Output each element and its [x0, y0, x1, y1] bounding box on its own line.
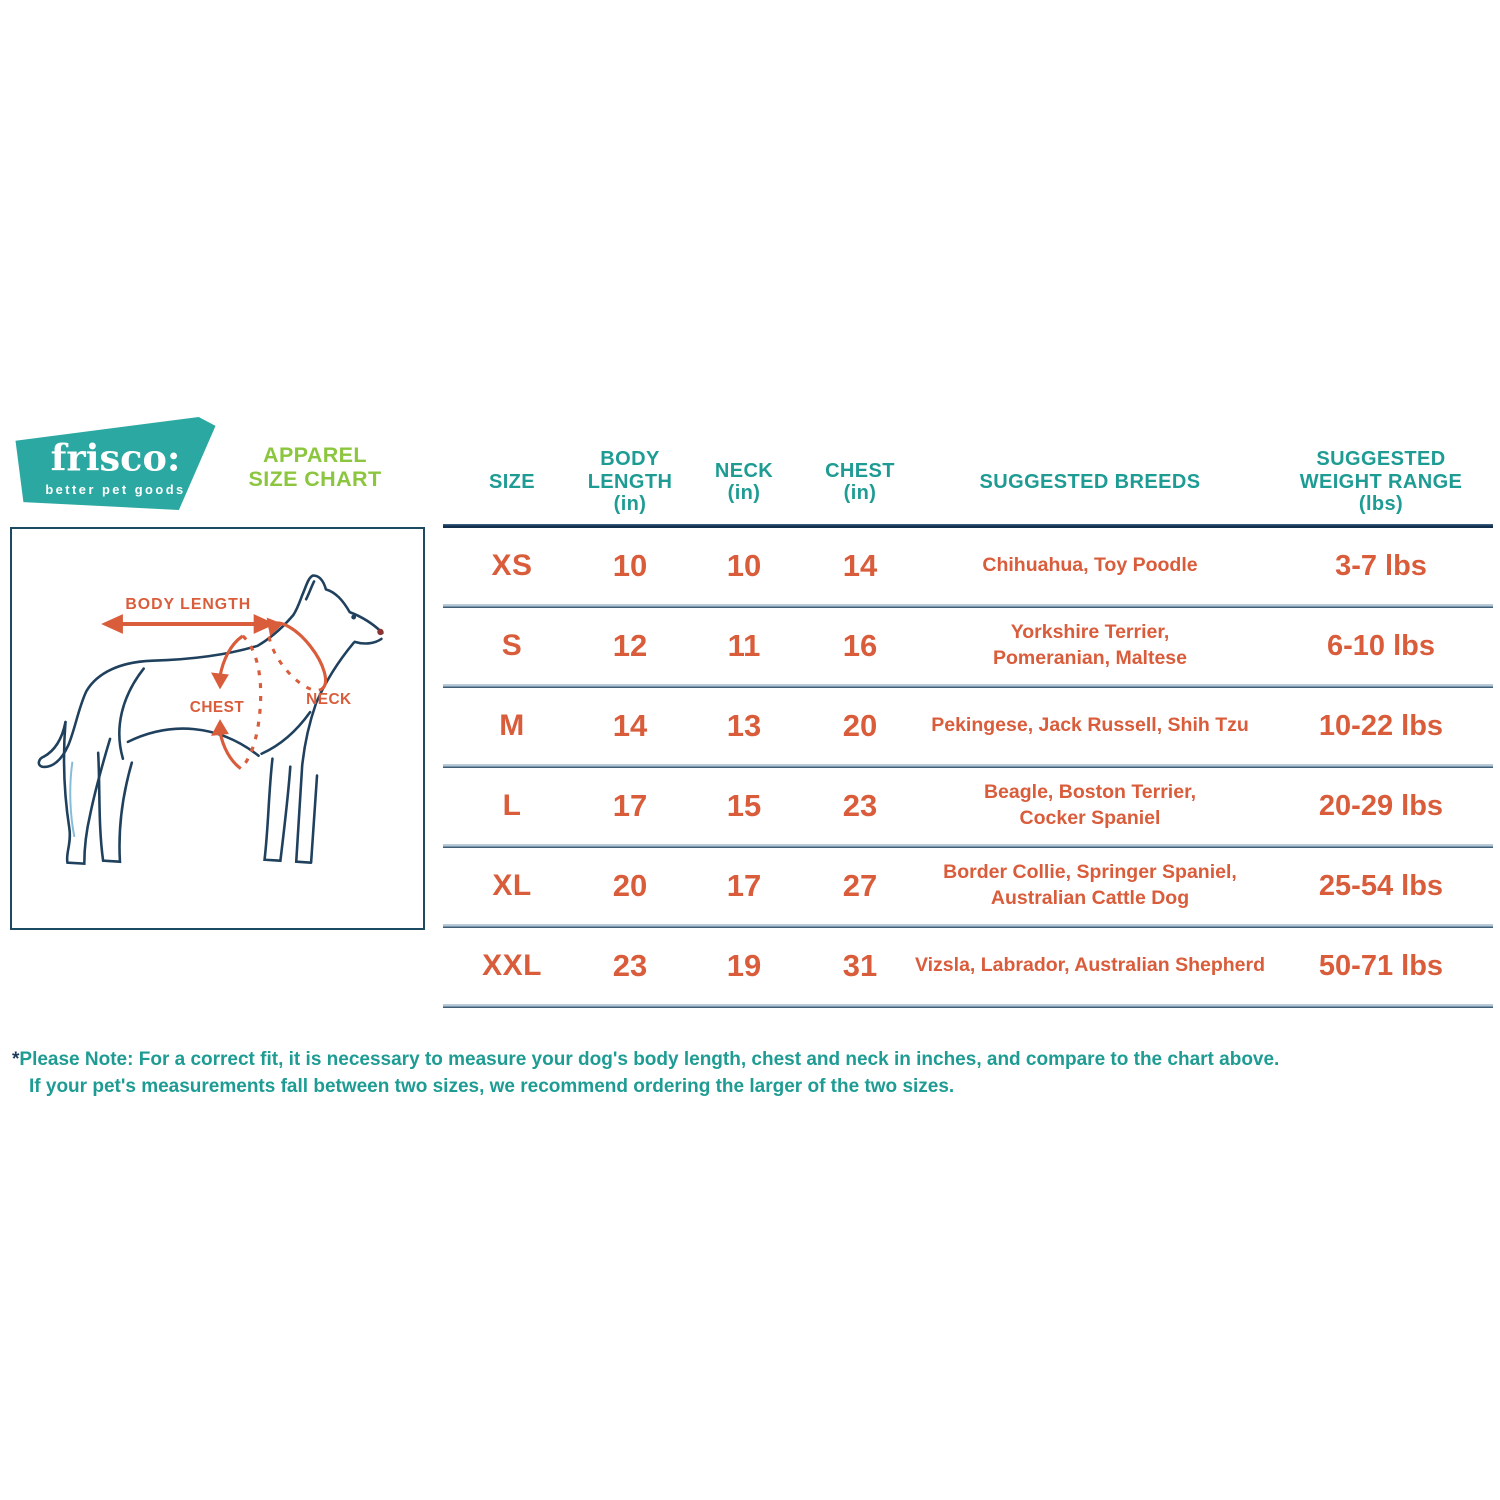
table-row	[443, 608, 1493, 684]
chest-cell: 31	[842, 948, 878, 983]
neck-label: NECK	[306, 691, 352, 709]
column-header: NECK (in)	[714, 459, 774, 504]
breeds-cell: Pekingese, Jack Russell, Shih Tzu	[931, 714, 1249, 737]
chest-cell: 23	[842, 788, 878, 823]
body-length-arrow	[101, 614, 275, 634]
weight-cell: 10-22 lbs	[1318, 709, 1444, 742]
neck-cell: 13	[726, 708, 762, 743]
table-row	[443, 528, 1493, 604]
breeds-cell: Chihuahua, Toy Poodle	[982, 554, 1198, 577]
column-header: SIZE	[488, 470, 536, 493]
weight-cell: 6-10 lbs	[1327, 629, 1435, 662]
breeds-cell: Beagle, Boston Terrier, Cocker Spaniel	[983, 781, 1197, 829]
footnote-line2: If your pet's measurements fall between two sizes, we recommend ordering the larger of the two sizes.	[29, 1076, 955, 1098]
weight-cell: 25-54 lbs	[1318, 869, 1444, 902]
size-cell: S	[501, 629, 523, 662]
size-chart-table	[443, 440, 1493, 1008]
dog-eye	[351, 615, 356, 620]
size-cell: M	[499, 709, 525, 742]
body-length-cell: 14	[612, 708, 648, 743]
footnote-line1-text: Please Note: For a correct fit, it is necessary to measure your dog's body length, chest and neck in inches, and compare to the chart above.	[19, 1049, 1280, 1070]
table-row	[443, 768, 1493, 844]
body-length-cell: 20	[612, 868, 648, 903]
chest-cell: 16	[842, 628, 878, 663]
footnote	[12, 1046, 1352, 1101]
dog-line-drawing	[12, 529, 423, 928]
dog-measurement-diagram	[10, 527, 425, 930]
chest-cell: 14	[842, 548, 878, 583]
table-row	[443, 928, 1493, 1004]
logo-tagline: better pet goods	[45, 482, 186, 498]
footnote-line1	[12, 1046, 1352, 1073]
neck-cell: 17	[726, 868, 762, 903]
chest-cell: 20	[842, 708, 878, 743]
size-cell: XS	[491, 549, 533, 582]
row-divider	[443, 1004, 1493, 1008]
dog-leg-highlight	[70, 762, 74, 837]
neck-cell: 11	[727, 628, 761, 663]
table-row	[443, 688, 1493, 764]
breeds-cell: Yorkshire Terrier, Pomeranian, Maltese	[993, 621, 1187, 669]
chest-label: CHEST	[189, 699, 245, 717]
measurement-annotations	[101, 596, 352, 768]
size-cell: XL	[492, 869, 532, 902]
frisco-logo	[15, 411, 220, 512]
chest-cell: 27	[842, 868, 878, 903]
size-cell: L	[502, 789, 522, 822]
weight-cell: 20-29 lbs	[1318, 789, 1444, 822]
neck-cell: 19	[726, 948, 762, 983]
page-title-line2: SIZE CHART	[248, 466, 382, 491]
weight-cell: 3-7 lbs	[1335, 549, 1427, 582]
table-header-row	[443, 440, 1493, 524]
weight-cell: 50-71 lbs	[1318, 949, 1444, 982]
dog-outline	[39, 575, 383, 863]
neck-cell: 10	[726, 548, 762, 583]
footnote-asterisk: *	[12, 1049, 20, 1070]
table-row	[443, 848, 1493, 924]
column-header: SUGGESTED BREEDS	[979, 470, 1201, 493]
neck-cell: 15	[726, 788, 762, 823]
dog-nose	[377, 629, 383, 635]
page-title	[231, 444, 399, 491]
column-header: BODY LENGTH (in)	[587, 448, 673, 516]
body-length-cell: 17	[612, 788, 648, 823]
page-title-line1: APPAREL	[263, 443, 367, 467]
body-length-cell: 23	[612, 948, 648, 983]
breeds-cell: Vizsla, Labrador, Australian Shepherd	[914, 954, 1266, 977]
size-cell: XXL	[482, 949, 542, 982]
body-length-cell: 10	[612, 548, 648, 583]
column-header: SUGGESTED WEIGHT RANGE (lbs)	[1299, 448, 1463, 516]
table-body	[443, 528, 1493, 1008]
logo-brand-name: frisco:	[50, 436, 181, 480]
body-length-label: BODY LENGTH	[125, 596, 252, 614]
breeds-cell: Border Collie, Springer Spaniel, Australian Cattle Dog	[943, 861, 1237, 909]
column-header: CHEST (in)	[825, 459, 895, 504]
body-length-cell: 12	[612, 628, 648, 663]
